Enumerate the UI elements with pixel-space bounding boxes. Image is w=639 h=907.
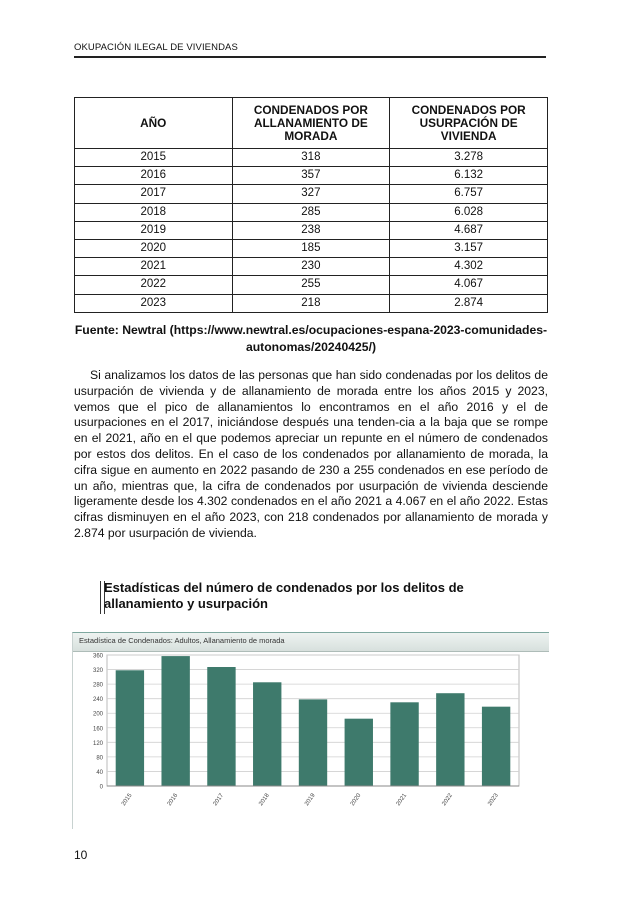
x-tick-label: 2023 (487, 792, 500, 808)
x-tick-label: 2020 (349, 792, 363, 808)
y-tick-label: 160 (92, 726, 103, 733)
section-title: Estadísticas del número de condenados por los delitos de allanamiento y usurpación (104, 580, 464, 611)
cell-allanamiento: 357 (232, 167, 390, 185)
cell-year: 2015 (75, 149, 233, 167)
bar (299, 699, 327, 786)
x-tick-label: 2022 (441, 792, 454, 808)
y-tick-label: 120 (92, 740, 103, 747)
cell-usurpacion: 4.302 (390, 258, 548, 276)
bar (345, 719, 373, 786)
x-tick-label: 2015 (120, 792, 134, 808)
bar (482, 707, 510, 786)
cell-allanamiento: 327 (232, 185, 390, 203)
cell-usurpacion: 6.132 (390, 167, 548, 185)
column-header-allanamiento: CONDENADOS POR ALLANAMIENTO DE MORADA (232, 98, 390, 149)
table-row (75, 185, 548, 203)
page-number: 10 (74, 848, 88, 862)
table-row (75, 203, 548, 221)
convictions-table (74, 97, 548, 313)
cell-year: 2016 (75, 167, 233, 185)
bar (436, 693, 464, 786)
cell-allanamiento: 218 (232, 294, 390, 312)
y-tick-label: 320 (92, 668, 103, 675)
y-tick-label: 80 (96, 755, 103, 762)
x-tick-label: 2019 (304, 792, 317, 808)
cell-year: 2018 (75, 203, 233, 221)
cell-allanamiento: 230 (232, 258, 390, 276)
cell-usurpacion: 4.067 (390, 276, 548, 294)
cell-usurpacion: 2.874 (390, 294, 548, 312)
running-head: OKUPACIÓN ILEGAL DE VIVIENDAS (74, 42, 238, 53)
cell-usurpacion: 6.028 (390, 203, 548, 221)
cell-year: 2020 (75, 239, 233, 257)
x-tick-label: 2017 (212, 792, 226, 808)
table-row (75, 276, 548, 294)
cell-allanamiento: 238 (232, 221, 390, 239)
bar (253, 682, 281, 786)
y-tick-label: 280 (92, 682, 103, 689)
cell-usurpacion: 4.687 (390, 221, 548, 239)
table-row (75, 239, 548, 257)
chart-panel (72, 632, 549, 829)
y-tick-label: 0 (99, 784, 103, 791)
column-header-usurpacion: CONDENADOS POR USURPACIÓN DE VIVIENDA (390, 98, 548, 149)
cell-usurpacion: 3.157 (390, 239, 548, 257)
y-tick-label: 40 (96, 769, 103, 776)
y-tick-label: 200 (92, 711, 103, 718)
table-row (75, 258, 548, 276)
x-tick-label: 2016 (166, 792, 180, 808)
cell-allanamiento: 255 (232, 276, 390, 294)
header-rule (74, 56, 546, 58)
bar (116, 670, 144, 786)
cell-year: 2022 (75, 276, 233, 294)
x-tick-label: 2021 (395, 792, 409, 808)
chart-title: Estadística de Condenados: Adultos, Allanamiento de morada (79, 636, 285, 645)
cell-allanamiento: 318 (232, 149, 390, 167)
x-tick-label: 2018 (258, 792, 271, 808)
cell-year: 2019 (75, 221, 233, 239)
table-row (75, 221, 548, 239)
cell-year: 2023 (75, 294, 233, 312)
table-source: Fuente: Newtral (https://www.newtral.es/ocupaciones-espana-2023-comunidades-autonomas/20240425/) (74, 323, 548, 354)
body-paragraph: Si analizamos los datos de las personas que han sido condenadas por los delitos de usurpación de vivienda y de allanamiento de morada entre los años 2015 y 2023, vemos que el pico de allanamientos lo encontramos en el año 2016 y el de usurpaciones en el 2017, iniciándose después una tenden-cia a la baja que se rompe en el 2021, año en el que podemos apreciar un repunte en el número de condenados por estos dos delitos. En el caso de los condenados por allanamiento de morada, la cifra sigue en aumento en 2022 pasando de 230 a 255 condenados en ese período de un año, mientras que, la cifra de condenados por usurpación de vivienda desciende ligeramente desde los 4.302 condenados en el año 2021 a 4.067 en el año 2022. Estas cifras disminuyen en el año 2023, con 218 condenados por allanamiento de morada y 2.874 por usurpación de vivienda. (74, 368, 548, 540)
table-header-row (75, 98, 548, 149)
y-tick-label: 240 (92, 697, 103, 704)
cell-usurpacion: 6.757 (390, 185, 548, 203)
column-header-year: AÑO (75, 98, 233, 149)
cell-year: 2017 (75, 185, 233, 203)
cell-year: 2021 (75, 258, 233, 276)
cell-allanamiento: 185 (232, 239, 390, 257)
y-tick-label: 360 (92, 653, 103, 660)
bar (207, 667, 235, 786)
cell-allanamiento: 285 (232, 203, 390, 221)
bar (161, 656, 189, 786)
cell-usurpacion: 3.278 (390, 149, 548, 167)
bar-chart (73, 633, 549, 829)
table-row (75, 149, 548, 167)
table-row (75, 167, 548, 185)
bar (390, 702, 418, 786)
table-row (75, 294, 548, 312)
